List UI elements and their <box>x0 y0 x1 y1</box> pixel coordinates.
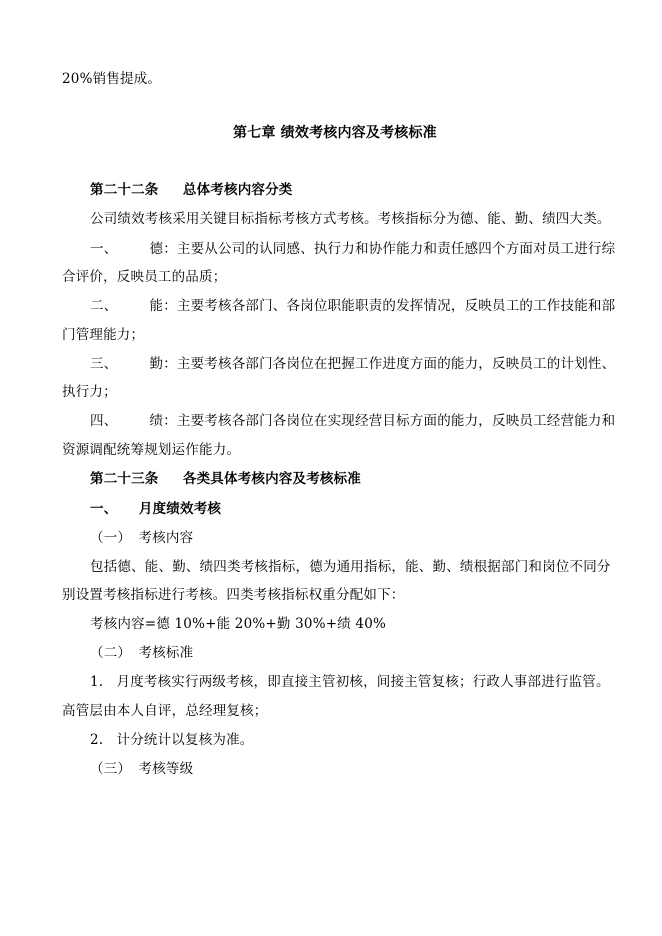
item-4-number: 四、 <box>90 413 118 429</box>
article-22-item-3-line-1 <box>90 355 615 373</box>
content-line-2: 别设置考核指标进行考核。四类考核指标权重分配如下： <box>62 587 405 603</box>
article-22-item-2-line-2: 门管理能力； <box>62 327 145 343</box>
article-22-item-3-line-2: 执行力； <box>62 384 117 400</box>
intro-line: 20%销售提成。 <box>62 71 162 87</box>
sub-2-title: 考核标准 <box>138 645 194 661</box>
section-1-title: 月度绩效考核 <box>138 501 222 517</box>
article-22-item-2-line-1 <box>90 297 615 315</box>
item-2-number: 二、 <box>90 298 118 314</box>
section-1-number: 一、 <box>90 501 118 517</box>
standard-1-number: 1. <box>90 674 104 690</box>
sub-1-number: （一） <box>90 530 132 546</box>
content-line-1: 包括德、能、勤、绩四类考核指标，德为通用指标，能、勤、绩根据部门和岗位不同分 <box>90 559 611 575</box>
section-1-heading <box>90 500 221 518</box>
article-23-title: 各类具体考核内容及考核标准 <box>182 471 362 487</box>
sub-3-heading <box>90 760 193 778</box>
article-22-title: 总体考核内容分类 <box>182 182 293 198</box>
article-22-heading <box>90 181 293 199</box>
sub-3-title: 考核等级 <box>138 761 194 777</box>
item-3-number: 三、 <box>90 356 118 372</box>
sub-1-title: 考核内容 <box>138 530 194 546</box>
item-4-text: 绩：主要考核各部门各岗位在实现经营目标方面的能力，反映员工经营能力和 <box>149 413 616 429</box>
article-23-number: 第二十三条 <box>90 471 159 487</box>
article-22-item-1-line-1 <box>90 240 615 258</box>
article-22-intro: 公司绩效考核采用关键目标指标考核方式考核。考核指标分为德、能、勤、绩四大类。 <box>90 211 611 227</box>
chapter-title: 第七章 绩效考核内容及考核标准 <box>233 125 437 141</box>
article-23-heading <box>90 470 361 488</box>
sub-1-heading <box>90 529 193 547</box>
article-22-item-4-line-2: 资源调配统筹规划运作能力。 <box>62 442 241 458</box>
item-1-text: 德：主要从公司的认同感、执行力和协作能力和责任感四个方面对员工进行综 <box>149 241 616 257</box>
sub-3-number: （三） <box>90 761 132 777</box>
standard-2-number: 2. <box>90 732 104 748</box>
item-2-text: 能：主要考核各部门、各岗位职能职责的发挥情况，反映员工的工作技能和部 <box>149 298 616 314</box>
standard-2-line <box>90 731 254 749</box>
item-1-number: 一、 <box>90 241 118 257</box>
article-22-item-4-line-1 <box>90 412 615 430</box>
item-3-text: 勤：主要考核各部门各岗位在把握工作进度方面的能力，反映员工的计划性、 <box>149 356 616 372</box>
article-22-number: 第二十二条 <box>90 182 159 198</box>
standard-1-text: 月度考核实行两级考核，即直接主管初核，间接主管复核；行政人事部进行监管。 <box>116 674 610 690</box>
article-22-item-1-line-2: 合评价，反映员工的品质； <box>62 269 227 285</box>
standard-1-line-1 <box>90 673 610 691</box>
weight-formula: 考核内容=德 10%+能 20%+勤 30%+绩 40% <box>90 616 387 632</box>
sub-2-number: （二） <box>90 645 132 661</box>
standard-2-text: 计分统计以复核为准。 <box>116 732 254 748</box>
sub-2-heading <box>90 644 193 662</box>
standard-1-line-2: 高管层由本人自评，总经理复核； <box>62 703 268 719</box>
